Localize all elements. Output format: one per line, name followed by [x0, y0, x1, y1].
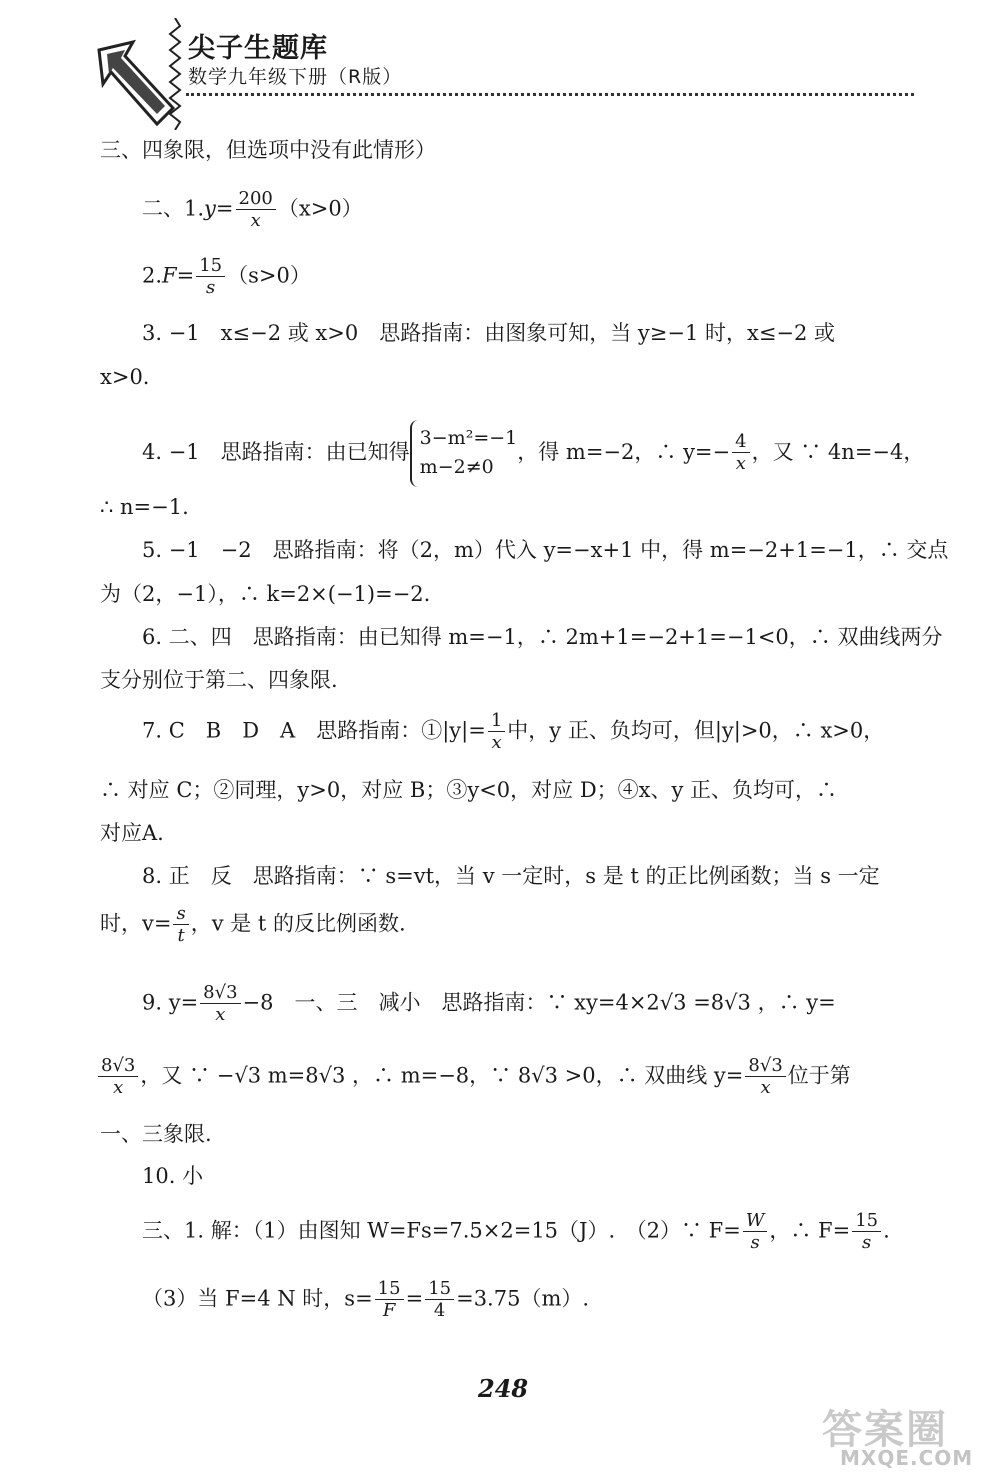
- answer-line: 5. −1 −2 思路指南：将（2，m）代入 y=−x+1 中，得 m=−2+1=−1，∴ 交点: [142, 538, 949, 562]
- answer-line: 时，v= $\frac{s}{t}$ ，v 是 t 的反比例函数.: [100, 903, 406, 946]
- fraction: $\frac{15}{4}$: [425, 1280, 454, 1320]
- book-subtitle: 数学九年级下册（R版）: [188, 66, 403, 88]
- fraction: $\frac{8√3}{x}$: [200, 984, 240, 1024]
- watermark: [822, 1398, 990, 1470]
- header-dotted-rule: [186, 93, 914, 96]
- fraction: $\frac{8√3}{x}$: [98, 1057, 138, 1097]
- answer-line: 为（2，−1），∴ k=2×(−1)=−2.: [100, 582, 431, 606]
- fraction: $\frac{15}{F}$: [375, 1280, 404, 1320]
- answer-line: ∴ n=−1.: [100, 495, 189, 519]
- fraction: $\frac{W}{s}$: [743, 1212, 768, 1252]
- fraction: $\frac{1}{x}$: [488, 712, 505, 752]
- page-number: 248: [478, 1374, 529, 1403]
- answer-line: 6. 二、四 思路指南：由已知得 m=−1，∴ 2m+1=−2+1=−1<0，∴ 双曲线两分: [142, 625, 943, 649]
- answer-line: 对应A.: [100, 821, 164, 845]
- answer-line: 三、1. 解：（1）由图知 W=Fs=7.5×2=15（J）. （2）∵ F= $\frac{W}{s}$ ，∴ F= $\frac{15}{s}$ .: [142, 1210, 890, 1253]
- answer-line: 4. −1 思路指南：由已知得 3−m²=−1 m−2≠0 ，得 m=−2，∴ y=− $\frac{4}{x}$ ，又 ∵ 4n=−4，: [142, 420, 924, 487]
- equation-system: 3−m²=−1 m−2≠0: [410, 420, 518, 487]
- answer-line: 3. −1 x≤−2 或 x>0 思路指南：由图象可知，当 y≥−1 时，x≤−2 或: [142, 321, 836, 345]
- fraction: $\frac{s}{t}$: [173, 905, 188, 945]
- book-title: 尖子生题库: [188, 33, 328, 64]
- fraction: $\frac{15}{s}$: [196, 257, 225, 297]
- answer-line: 10. 小: [142, 1164, 204, 1188]
- answer-line: 2.F= $\frac{15}{s}$ （s>0）: [142, 255, 311, 298]
- answer-line: 7. C B D A 思路指南：①|y|= $\frac{1}{x}$ 中，y 正、负均可，但|y|>0，∴ x>0，: [142, 710, 885, 753]
- header-divider-zigzag: [168, 18, 182, 130]
- answer-line: 二、1.y= $\frac{200}{x}$ （x>0）: [142, 188, 363, 231]
- answer-line: （3）当 F=4 N 时，s= $\frac{15}{F}$ = $\frac{15}{4}$ =3.75（m）.: [142, 1278, 590, 1321]
- answer-line: 8. 正 反 思路指南：∵ s=vt，当 v 一定时，s 是 t 的正比例函数；当 s 一定: [142, 864, 880, 888]
- fraction: $\frac{4}{x}$: [732, 433, 749, 473]
- answer-line: x>0.: [100, 365, 150, 389]
- arrow-logo-icon: [95, 38, 175, 128]
- answer-line: $\frac{8√3}{x}$ ，又 ∵ −√3 m=8√3 ，∴ m=−8，∵ 8√3 >0，∴ 双曲线 y= $\frac{8√3}{x}$ 位于第: [96, 1057, 851, 1097]
- answer-line: 三、四象限，但选项中没有此情形）: [100, 138, 436, 162]
- fraction: $\frac{15}{s}$: [852, 1212, 881, 1252]
- watermark-url: MXQE.COM: [840, 1446, 974, 1470]
- answer-line: 9. y= $\frac{8√3}{x}$ −8 一、三 减小 思路指南：∵ xy=4×2√3 =8√3 ，∴ y=: [142, 982, 836, 1025]
- fraction: $\frac{200}{x}$: [236, 190, 276, 230]
- answer-line: 支分别位于第二、四象限.: [100, 668, 338, 692]
- answer-line: 一、三象限.: [100, 1122, 212, 1146]
- fraction: $\frac{8√3}{x}$: [745, 1057, 785, 1097]
- watermark-logo-text: 答案圈: [822, 1407, 948, 1453]
- answer-line: ∴ 对应 C；②同理，y>0，对应 B；③y<0，对应 D；④x、y 正、负均可，∴: [100, 778, 838, 802]
